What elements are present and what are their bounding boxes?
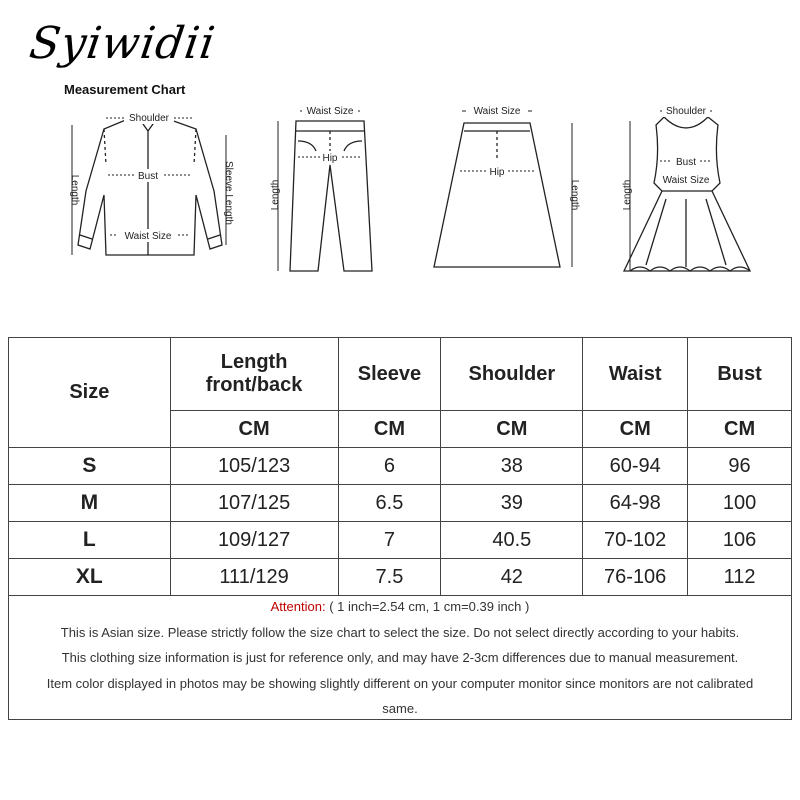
cell-waist: 70-102 bbox=[583, 522, 688, 559]
note-line-1: This is Asian size. Please strictly follow the size chart to select the size. Do not select directly according to your habits. bbox=[60, 624, 740, 640]
cell-size: L bbox=[9, 522, 171, 559]
table-row bbox=[9, 448, 792, 485]
cell-waist: 60-94 bbox=[583, 448, 688, 485]
cell-sleeve: 7.5 bbox=[338, 559, 441, 596]
cell-size: M bbox=[9, 485, 171, 522]
cell-size: XL bbox=[9, 559, 171, 596]
table-header-row bbox=[9, 338, 792, 411]
unit-length: CM bbox=[170, 411, 338, 448]
table-row bbox=[9, 559, 792, 596]
header-sleeve: Sleeve bbox=[338, 338, 441, 411]
shirt-sleeve-label: Sleeve Length bbox=[223, 161, 234, 225]
dress-waist-label: Waist Size bbox=[662, 175, 710, 186]
dress-length-label: Length bbox=[622, 179, 633, 211]
pants-waist-label: Waist Size bbox=[306, 106, 354, 117]
header-bust: Bust bbox=[688, 338, 792, 411]
cell-waist: 76-106 bbox=[583, 559, 688, 596]
pants-diagram bbox=[290, 121, 372, 271]
header-size: Size bbox=[9, 338, 171, 448]
unit-sleeve: CM bbox=[338, 411, 441, 448]
header-length-line2: front/back bbox=[205, 374, 303, 396]
attention-label: Attention: bbox=[270, 599, 326, 614]
dress-shoulder-label: Shoulder bbox=[665, 106, 707, 117]
cell-sleeve: 6 bbox=[338, 448, 441, 485]
dress-diagram bbox=[624, 117, 750, 271]
pants-length-label: Length bbox=[270, 179, 281, 211]
cell-bust: 100 bbox=[688, 485, 792, 522]
brand-logo: Syiwidii bbox=[26, 18, 219, 69]
cell-shoulder: 40.5 bbox=[441, 522, 583, 559]
cell-length: 105/123 bbox=[170, 448, 338, 485]
header-length bbox=[170, 338, 338, 411]
cell-bust: 112 bbox=[688, 559, 792, 596]
pants-hip-label: Hip bbox=[322, 153, 338, 164]
measurement-chart-title: Measurement Chart bbox=[64, 82, 186, 97]
garment-figures bbox=[0, 95, 800, 285]
header-waist: Waist bbox=[583, 338, 688, 411]
shirt-length-label: Length bbox=[69, 174, 80, 206]
cell-length: 111/129 bbox=[170, 559, 338, 596]
note-line-3: Item color displayed in photos may be showing slightly different on your computer monitor since monitors are not calibrated bbox=[46, 675, 754, 691]
garment-diagrams bbox=[0, 95, 800, 285]
cell-waist: 64-98 bbox=[583, 485, 688, 522]
table-row bbox=[9, 485, 792, 522]
cell-shoulder: 39 bbox=[441, 485, 583, 522]
skirt-hip-label: Hip bbox=[489, 167, 505, 178]
cell-length: 107/125 bbox=[170, 485, 338, 522]
shirt-waist-label: Waist Size bbox=[124, 231, 172, 242]
cell-sleeve: 6.5 bbox=[338, 485, 441, 522]
skirt-waist-label: Waist Size bbox=[473, 106, 521, 117]
cell-sleeve: 7 bbox=[338, 522, 441, 559]
unit-shoulder: CM bbox=[441, 411, 583, 448]
attention-text: ( 1 inch=2.54 cm, 1 cm=0.39 inch ) bbox=[329, 599, 530, 614]
attention-line bbox=[9, 594, 791, 620]
cell-size: S bbox=[9, 448, 171, 485]
header-shoulder: Shoulder bbox=[441, 338, 583, 411]
note-line-2: This clothing size information is just for reference only, and may have 2-3cm differences due to manual measurement. bbox=[61, 650, 739, 665]
cell-length: 109/127 bbox=[170, 522, 338, 559]
unit-waist: CM bbox=[583, 411, 688, 448]
header-length-line1: Length bbox=[220, 351, 288, 373]
shirt-shoulder-label: Shoulder bbox=[128, 113, 170, 124]
table-row bbox=[9, 522, 792, 559]
size-table bbox=[8, 337, 792, 596]
dress-bust-label: Bust bbox=[675, 157, 697, 168]
cell-bust: 96 bbox=[688, 448, 792, 485]
note-line-4: same. bbox=[382, 701, 418, 716]
cell-shoulder: 38 bbox=[441, 448, 583, 485]
notes-box bbox=[8, 594, 792, 720]
shirt-bust-label: Bust bbox=[137, 171, 159, 182]
skirt-diagram bbox=[434, 123, 560, 267]
cell-bust: 106 bbox=[688, 522, 792, 559]
cell-shoulder: 42 bbox=[441, 559, 583, 596]
unit-bust: CM bbox=[688, 411, 792, 448]
skirt-length-label: Length bbox=[569, 179, 580, 211]
